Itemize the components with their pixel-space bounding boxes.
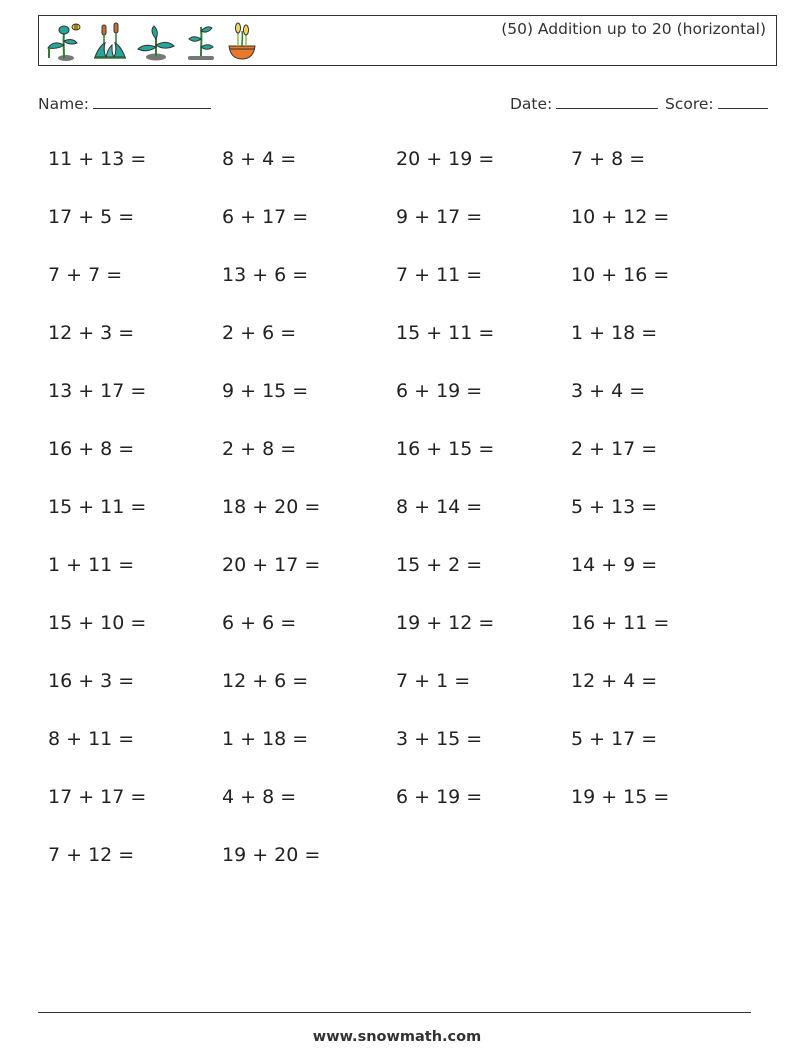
problem-item: 19 + 20 = (222, 844, 321, 866)
problem-item: 16 + 11 = (571, 612, 670, 634)
worksheet-title: (50) Addition up to 20 (horizontal) (501, 20, 766, 38)
problem-row (48, 496, 748, 554)
problem-item: 1 + 18 = (571, 322, 658, 344)
problem-item: 16 + 15 = (396, 438, 495, 460)
problem-item: 9 + 17 = (396, 206, 483, 228)
problem-item: 14 + 9 = (571, 554, 658, 576)
problem-row (48, 264, 748, 322)
problem-item: 16 + 3 = (48, 670, 135, 692)
problem-item: 8 + 14 = (396, 496, 483, 518)
date-blank[interactable] (556, 94, 658, 109)
problem-item: 10 + 12 = (571, 206, 670, 228)
problem-item: 15 + 11 = (396, 322, 495, 344)
problem-item: 12 + 6 = (222, 670, 309, 692)
problem-item: 12 + 4 = (571, 670, 658, 692)
problem-item: 3 + 4 = (571, 380, 646, 402)
problem-item: 11 + 13 = (48, 148, 147, 170)
problem-item: 3 + 15 = (396, 728, 483, 750)
problem-grid (48, 148, 748, 902)
problem-row (48, 728, 748, 786)
problem-item: 5 + 13 = (571, 496, 658, 518)
problem-item: 15 + 10 = (48, 612, 147, 634)
problem-item: 15 + 11 = (48, 496, 147, 518)
problem-item: 6 + 19 = (396, 380, 483, 402)
problem-item: 16 + 8 = (48, 438, 135, 460)
problem-item: 13 + 6 = (222, 264, 309, 286)
potted-wheat-icon (224, 21, 260, 61)
problem-item: 1 + 11 = (48, 554, 135, 576)
problem-item: 5 + 17 = (571, 728, 658, 750)
problem-item: 6 + 19 = (396, 786, 483, 808)
cattail-grass-icon (92, 21, 128, 61)
problem-item: 7 + 8 = (571, 148, 646, 170)
problem-item: 7 + 7 = (48, 264, 123, 286)
problem-item: 19 + 12 = (396, 612, 495, 634)
seedling-icon (184, 21, 218, 61)
problem-item: 1 + 18 = (222, 728, 309, 750)
problem-item: 2 + 6 = (222, 322, 297, 344)
date-field (510, 94, 658, 113)
problem-item: 13 + 17 = (48, 380, 147, 402)
score-field (665, 94, 768, 113)
problem-row (48, 380, 748, 438)
problem-row (48, 148, 748, 206)
problem-item: 2 + 17 = (571, 438, 658, 460)
problem-row (48, 844, 748, 902)
problem-item: 9 + 15 = (222, 380, 309, 402)
leafy-plant-icon (134, 21, 178, 61)
problem-item: 17 + 17 = (48, 786, 147, 808)
problem-item: 10 + 16 = (571, 264, 670, 286)
problem-item: 7 + 12 = (48, 844, 135, 866)
problem-row (48, 612, 748, 670)
problem-item: 7 + 11 = (396, 264, 483, 286)
problem-row (48, 554, 748, 612)
worksheet-header (38, 15, 777, 66)
name-field (38, 94, 211, 113)
problem-item: 8 + 11 = (48, 728, 135, 750)
sprout-with-bee-icon (42, 21, 86, 61)
problem-item: 20 + 17 = (222, 554, 321, 576)
problem-item: 8 + 4 = (222, 148, 297, 170)
date-label: Date: (510, 95, 553, 113)
problem-item: 2 + 8 = (222, 438, 297, 460)
problem-row (48, 786, 748, 844)
problem-item: 15 + 2 = (396, 554, 483, 576)
footer-site: www.snowmath.com (312, 1029, 482, 1045)
problem-item: 17 + 5 = (48, 206, 135, 228)
problem-item: 12 + 3 = (48, 322, 135, 344)
problem-item: 6 + 17 = (222, 206, 309, 228)
problem-item: 18 + 20 = (222, 496, 321, 518)
problem-item: 4 + 8 = (222, 786, 297, 808)
name-blank[interactable] (93, 94, 211, 109)
problem-item: 7 + 1 = (396, 670, 471, 692)
problem-row (48, 670, 748, 728)
plant-icons (42, 19, 260, 63)
footer-divider (38, 1012, 751, 1013)
problem-row (48, 206, 748, 264)
problem-row (48, 322, 748, 380)
problem-item: 19 + 15 = (571, 786, 670, 808)
problem-item: 6 + 6 = (222, 612, 297, 634)
problem-item: 20 + 19 = (396, 148, 495, 170)
problem-row (48, 438, 748, 496)
score-label: Score: (665, 95, 714, 113)
score-blank[interactable] (718, 94, 768, 109)
name-label: Name: (38, 95, 89, 113)
